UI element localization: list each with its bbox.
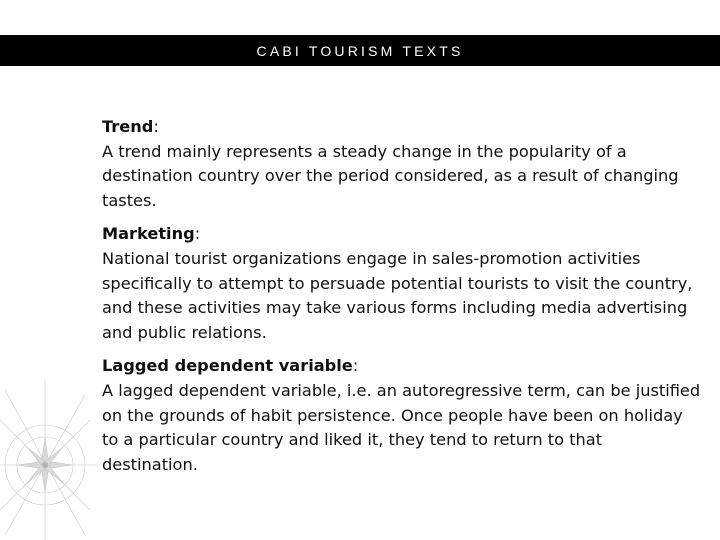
term-colon: : — [352, 356, 359, 376]
definition-text: A lagged dependent variable, i.e. an autoregressive term, can be justified on the grounds of habit persistence. Once people have been on holiday to a particular country and liked it, they tend to return to that destination. — [102, 380, 701, 474]
definition-entry-trend — [102, 115, 702, 213]
definition-entry-lagged-dependent-variable — [102, 354, 702, 477]
term-colon: : — [194, 224, 201, 244]
definition-text: A trend mainly represents a steady change in the popularity of a destination country over the period considered, as a result of changing tastes. — [102, 141, 679, 210]
definition-text: National tourist organizations engage in sales-promotion activities specifically to attempt to persuade potential tourists to visit the country, and these activities may take various forms including media advertising and public relations. — [102, 248, 693, 342]
definitions-list — [102, 115, 702, 486]
header-bar — [0, 35, 720, 66]
term-label: Marketing — [102, 224, 195, 244]
entry-heading — [102, 115, 702, 140]
term-label: Trend — [102, 117, 154, 136]
definition-entry-marketing — [102, 222, 702, 345]
header-title: CABI TOURISM TEXTS — [256, 43, 464, 59]
entry-heading — [102, 354, 702, 379]
compass-rose-icon — [0, 360, 100, 540]
term-colon: : — [153, 117, 159, 136]
entry-heading — [102, 222, 702, 247]
term-label: Lagged dependent variable — [102, 356, 353, 376]
